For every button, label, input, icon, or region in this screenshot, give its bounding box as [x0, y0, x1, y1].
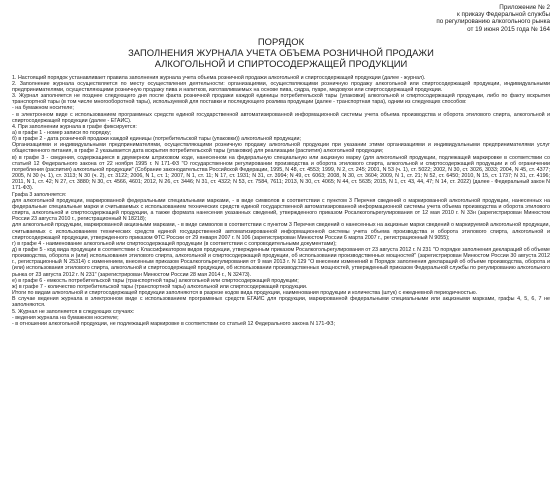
header-line: к приказу Федеральной службы	[457, 11, 550, 19]
paragraph: 2. Заполнение журнала осуществляется по месту осуществления деятельности: организациями, осуществляющими розничную продажу алкогольной или спиртосодержащей продукции, индивидуальными предпринимателями, осуществляющими розничную продажу пива и напитков, изготавливаемых на основе пива, сидра, пуаре, медовухи или спиртосодержащей продукции.	[12, 80, 550, 93]
paragraph: для алкогольной продукции, маркированной федеральными специальными марками, - в виде символов в соответствии с пунктом 3 Перечня сведений о маркированной алкогольной продукции, нанесенных на федеральные специальные марки и считываемых с использованием технических средств единой государственной автоматизированной информационной системы учета объема производства и оборота этилового спирта, алкогольной и спиртосодержащей продукции, а также формата нанесения указанных сведений, утвержденного приказом Росалкогольрегулирования от 12 мая 2010 г. N 33н (зарегистрирован Минюстом России 23 августа 2010 г., регистрационный N 18218);	[12, 197, 550, 223]
paragraph: для алкогольной продукции, маркированной акцизными марками, - в виде символов в соответствии с пунктом 3 Перечня сведений о нанесенных на акцизные марки сведений о маркируемой алкогольной продукции, считываемых с использованием технических средств единой государственной автоматизированной информационной системы учета объема производства и оборота этилового спирта, алкогольной и спиртосодержащей продукции, утвержденного приказом ФТС России от 29 января 2007 г. N 106 (зарегистрирован Минюстом России 6 марта 2007 г., регистрационный N 9055);	[12, 222, 550, 241]
paragraph: б) в графе 2 - дата розничной продажи каждой единицы (потребительской тары (упаковки)) алкогольной продукции;	[12, 136, 301, 143]
paragraph: д) в графе 5 - код вида продукции в соответствии с Классификатором видов продукции, утвержденным приказом Росалкогольрегулирования от 23 августа 2012 г. N 231 "О порядке заполнения деклараций об объеме производства, оборота и (или) использования этилового спирта, алкогольной и спиртосодержащей продукции, об использовании производственных мощностей" (зарегистрирован Минюстом России 30 августа 2012 г., регистрационный N 25314) с изменением, внесенным приказом Росалкогольрегулирования от 9 мая 2013 г. N 129 "О внесении изменений в Порядок заполнения деклараций об объеме производства, оборота и (или) использования этилового спирта, алкогольной и спиртосодержащей продукции, об использовании производственных мощностей, утвержденный приказом Федеральной службы по регулированию алкогольного рынка от 23 августа 2012 г. N 231" (зарегистрирован Минюстом России 28 мая 2014 г., N 32473).	[12, 246, 550, 278]
appendix-header	[12, 4, 550, 33]
paragraph: е) в графе 6 - емкость потребительской тары (транспортной тары) алкогольной или спиртосодержащей продукции;	[12, 277, 299, 284]
paragraph: - в электронном виде с использованием программных средств единой государственной автоматизированной информационной системы учета объема производства и оборота этилового спирта, алкогольной и спиртосодержащей продукции (далее - ЕГАИС).	[12, 111, 550, 124]
paragraph: ж) в графе 7 - количество потребительской тары (транспортной тары) алкогольной или спиртосодержащей продукции.	[12, 283, 308, 290]
paragraph: Итоги по видам алкогольной и спиртосодержащей продукции заполняются в разрезе кодов вида продукции, наименования продукции и количества (штук) с ежедневной периодичностью.	[12, 290, 478, 297]
paragraph: Организациями и индивидуальными предпринимателями, осуществляющими розничную продажу алкогольной продукции при указании этими организациями и индивидуальными предпринимателями услуг общественного питания, в графе 2 указывается дата вскрытия потребительской тары (упаковки) для реализации (распития) алкогольной продукции;	[12, 142, 550, 155]
paragraph: 5. Журнал не заполняется в следующих случаях:	[12, 308, 135, 315]
title-line: АЛКОГОЛЬНОЙ И СПИРТОСОДЕРЖАЩЕЙ ПРОДУКЦИИ	[154, 58, 408, 69]
paragraph: 4. При заполнении журнала в графе фиксируется:	[12, 123, 137, 130]
paragraph: 1. Настоящий порядок устанавливает правила заполнения журнала учета объема розничной продажи алкогольной и спиртосодержащей продукции (далее - журнал).	[12, 74, 426, 81]
paragraph: - ведения журнала на бумажном носителе;	[12, 314, 119, 321]
paragraph: В случае ведения журнала в электронном виде с использованием программных средств ЕГАИС для продукции, маркированной федеральными специальными или акцизными марками, графы 4, 5, 6, 7 не заполняются.	[12, 296, 550, 309]
paragraph: а) в графе 1 - номер записи по порядку;	[12, 130, 112, 136]
paragraph: в) в графе 3 - сведения, содержащиеся в двумерном штриховом коде, нанесенном на федеральную специальную или акцизную марку (для алкогольной продукции, подлежащей маркировке в соответствии со статьей 12 Федерального закона от 22 ноября 1995 г. N 171-ФЗ "О государственном регулировании производства и оборота этилового спирта, алкогольной и спиртосодержащей продукции и об ограничении потребления (распития) алкогольной продукции" (Собрание законодательства Российской Федерации, 1995, N 48, ст. 4553; 1999, N 2, ст. 245; 2001, N 53 (ч. 1), ст. 5022; 2002, N 30, ст. 3026, 3033; 2004, N 45, ст. 4377; 2005, N 30 (ч. 1), ст. 3113; N 30 (ч. 2), ст. 3122; 2006, N 1, ст. 1; 2007, N 1, ст. 11; N 17, ст. 1931; N 31, ст. 3994; N 49, ст. 6063; 2008, N 30, ст. 3604; 2009, N 1, ст. 21; N 52, ст. 6450; 2010, N 15, ст. 1737; N 31, ст. 4196; 2011, N 1, ст. 42; N 27, ст. 3880; N 30, ст. 4566, 4601; 2012, N 26, ст. 3446; N 31, ст. 4322; N 53, ст. 7584, 7611; 2013, N 30, ст. 4065; N 44, ст. 5635; 2015, N 1, ст. 43, 44, 47; N 14, ст. 2022) (далее - Федеральный закон N 171-ФЗ).	[12, 154, 550, 192]
header-line: Приложение № 2	[499, 4, 550, 11]
title-line: ЗАПОЛНЕНИЯ ЖУРНАЛА УЧЕТА ОБЪЕМА РОЗНИЧНОЙ ПРОДАЖИ	[128, 47, 434, 59]
header-line: от 19 июня 2015 года № 164	[467, 25, 550, 33]
paragraph: г) в графе 4 - наименование алкогольной или спиртосодержащей продукции (в соответствии с сопроводительными документами);	[12, 240, 337, 247]
header-line: по регулированию алкогольного рынка	[436, 18, 550, 26]
paragraph: 3. Журнал заполняется не позднее следующего дня после факта розничной продажи каждой единицы потребительской тары (упаковки) алкогольной и спиртосодержащей продукции, либо по факту вскрытия транспортной тары (в том числе многооборотной тары), используемой для поставки и последующего розлива продукции (далее - транспортная тара), одним из следующих способов:	[12, 93, 550, 106]
paragraph: - на бумажном носителе;	[12, 105, 74, 112]
paragraph: - в отношении алкогольной продукции, не подлежащей маркировке в соответствии со статьей 12 Федерального закона N 171-ФЗ;	[12, 320, 335, 327]
document-title	[12, 37, 550, 70]
title-main: ПОРЯДОК	[257, 35, 305, 47]
document-body	[12, 75, 550, 327]
paragraph: Графа 3 заполняется:	[12, 191, 67, 198]
